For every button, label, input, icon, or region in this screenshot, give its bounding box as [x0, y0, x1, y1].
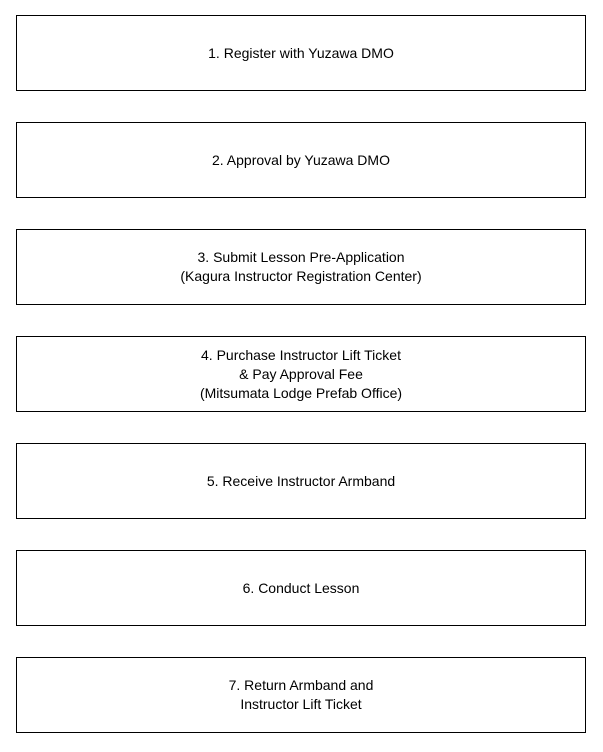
step-3-box — [16, 229, 586, 305]
step-5-text: 5. Receive Instructor Armband — [206, 472, 396, 489]
step-4-text-line-3: (Mitsumata Lodge Prefab Office) — [199, 384, 403, 401]
step-4-box — [16, 336, 586, 412]
step-4-text-line-2: & Pay Approval Fee — [239, 365, 363, 382]
step-2-text: 2. Approval by Yuzawa DMO — [212, 151, 390, 168]
step-3-text-line-1: 3. Submit Lesson Pre-Application — [197, 249, 405, 265]
step-2-box — [16, 122, 586, 198]
step-7-text-line-2: Instructor Lift Ticket — [240, 696, 362, 712]
step-7-text-line-1: 7. Return Armband and — [228, 677, 374, 693]
step-3-text-line-2: (Kagura Instructor Registration Center) — [180, 268, 422, 284]
step-1-text: 1. Register with Yuzawa DMO — [208, 44, 394, 61]
step-6-text: 6. Conduct Lesson — [242, 579, 360, 596]
step-4-text-line-1: 4. Purchase Instructor Lift Ticket — [201, 346, 401, 363]
step-1-box — [16, 15, 586, 91]
step-7-box — [16, 657, 586, 733]
step-6-box — [16, 550, 586, 626]
step-5-box — [16, 443, 586, 519]
